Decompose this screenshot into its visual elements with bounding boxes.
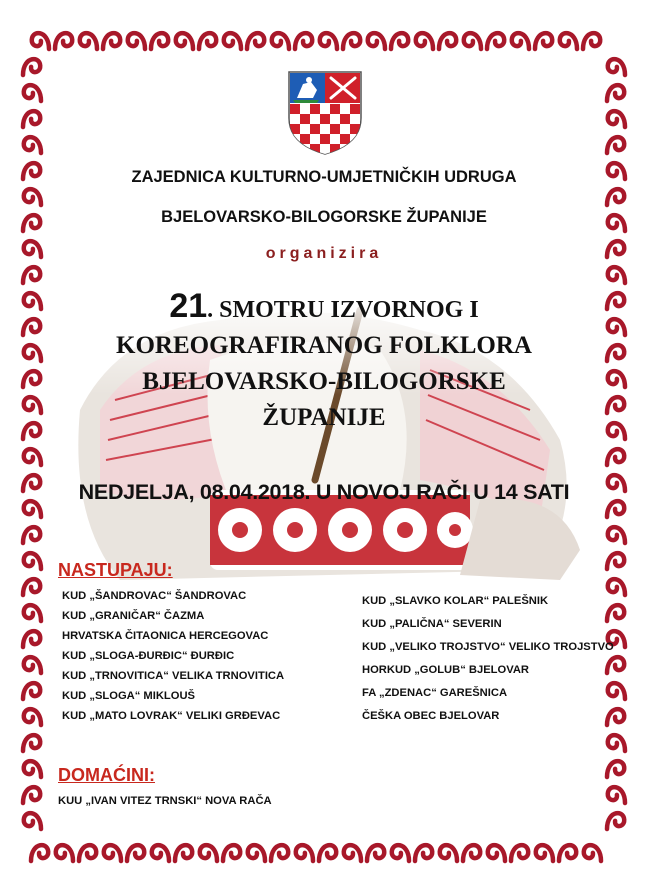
border-spiral <box>23 735 40 751</box>
organizer-line-1: ZAJEDNICA KULTURNO-UMJETNIČKIH UDRUGA <box>131 168 517 186</box>
performers-list-right <box>362 590 614 728</box>
border-spiral <box>391 33 408 49</box>
list-item: KUD „SLOGA“ MIKLOUŠ <box>62 690 196 702</box>
bjelovar-bilogora-coat-of-arms-icon <box>287 70 363 156</box>
checker-square <box>330 134 340 144</box>
border-spiral <box>23 59 40 75</box>
border-spiral <box>151 33 168 49</box>
checker-square <box>350 134 360 144</box>
checker-square <box>350 114 360 124</box>
border-spiral <box>31 845 48 861</box>
list-item: HORKUD „GOLUB“ BJELOVAR <box>362 664 529 676</box>
border-spiral <box>512 33 529 49</box>
checker-square <box>300 114 310 124</box>
checker-square <box>350 124 360 134</box>
border-spiral <box>79 845 96 861</box>
border-spiral <box>319 845 336 861</box>
checker-square <box>300 104 310 114</box>
border-spiral <box>608 111 625 127</box>
hosts-list <box>58 791 272 811</box>
checker-square <box>320 144 330 154</box>
border-spiral <box>23 631 40 647</box>
border-spiral <box>607 813 624 829</box>
list-item: KUU „IVAN VITEZ TRNSKI“ NOVA RAČA <box>58 795 272 807</box>
event-title-line-1 <box>0 288 648 328</box>
border-spiral <box>583 33 600 49</box>
border-spiral <box>439 33 456 49</box>
checker-square <box>300 124 310 134</box>
border-spiral <box>608 735 625 751</box>
border-spiral <box>535 33 552 49</box>
border-spiral <box>24 657 41 673</box>
border-spiral <box>24 85 41 101</box>
checker-square <box>340 144 350 154</box>
organizer-line-2: BJELOVARSKO-BILOGORSKE ŽUPANIJE <box>161 208 487 226</box>
border-spiral <box>320 33 337 49</box>
event-title-line-2: KOREOGRAFIRANOG FOLKLORA <box>116 332 532 359</box>
event-title <box>0 288 648 436</box>
checker-square <box>320 104 330 114</box>
border-spiral <box>104 845 121 861</box>
event-number: 21 <box>169 287 208 325</box>
border-spiral <box>23 111 40 127</box>
checker-square <box>340 124 350 134</box>
checker-square <box>310 104 320 114</box>
border-spiral <box>343 33 360 49</box>
checker-square <box>320 134 330 144</box>
organizira-label: organizira <box>265 245 383 262</box>
border-spiral <box>32 33 49 49</box>
border-spiral <box>24 761 41 777</box>
border-spiral <box>608 267 625 283</box>
checker-square <box>350 144 360 154</box>
border-spiral <box>367 845 384 861</box>
border-spiral <box>608 787 625 803</box>
border-spiral <box>24 137 41 153</box>
performers-heading: NASTUPAJU: <box>58 560 173 580</box>
border-spiral <box>296 845 313 861</box>
border-spiral <box>295 33 312 49</box>
checker-square <box>300 134 310 144</box>
border-spiral <box>271 845 288 861</box>
border-spiral <box>23 527 40 543</box>
checker-square <box>320 124 330 134</box>
border-spiral <box>200 845 217 861</box>
border-spiral <box>24 605 41 621</box>
border-spiral <box>175 845 192 861</box>
list-item: ČEŠKA OBEC BJELOVAR <box>362 710 500 722</box>
list-item: KUD „ŠANDROVAC“ ŠANDROVAC <box>62 590 247 602</box>
checker-square <box>340 104 350 114</box>
checker-square <box>320 114 330 124</box>
border-spiral <box>23 267 40 283</box>
border-spiral <box>463 845 480 861</box>
checker-square <box>330 114 340 124</box>
border-spiral <box>80 33 97 49</box>
border-spiral <box>344 845 361 861</box>
border-spiral <box>608 527 625 543</box>
event-title-line-3: BJELOVARSKO-BILOGORSKE <box>142 368 506 395</box>
border-spiral <box>440 845 457 861</box>
border-spiral <box>272 33 289 49</box>
border-spiral <box>607 137 624 153</box>
checker-square <box>310 114 320 124</box>
checker-square <box>290 104 300 114</box>
checker-square <box>290 144 300 154</box>
hosts-heading: DOMAĆINI: <box>58 765 155 785</box>
border-spiral <box>224 33 241 49</box>
border-spiral <box>55 33 72 49</box>
checker-square <box>300 144 310 154</box>
list-item: FA „ZDENAC“ GAREŠNICA <box>362 687 508 699</box>
checker-square <box>310 134 320 144</box>
border-spiral <box>248 845 265 861</box>
list-item: KUD „VELIKO TROJSTVO“ VELIKO TROJSTVO <box>362 641 614 653</box>
event-date-line: NEDJELJA, 08.04.2018. U NOVOJ RAČI U 14 SATI <box>78 480 570 504</box>
border-spiral <box>152 845 169 861</box>
checker-square <box>290 114 300 124</box>
border-spiral <box>607 449 624 465</box>
event-title-line-1-text: . SMOTRU IZVORNOG I <box>207 297 479 323</box>
checker-square <box>290 134 300 144</box>
list-item: KUD „TRNOVITICA“ VELIKA TRNOVITICA <box>62 670 285 682</box>
border-spiral <box>103 33 120 49</box>
checker-square <box>340 134 350 144</box>
border-spiral <box>607 189 624 205</box>
checker-square <box>350 104 360 114</box>
checker-square <box>290 124 300 134</box>
border-spiral <box>511 845 528 861</box>
border-spiral <box>488 845 505 861</box>
border-spiral <box>199 33 216 49</box>
border-spiral <box>56 845 73 861</box>
list-item: KUD „MATO LOVRAK“ VELIKI GRĐEVAC <box>62 710 281 722</box>
border-spiral <box>392 845 409 861</box>
border-spiral <box>223 845 240 861</box>
checker-square <box>340 114 350 124</box>
border-spiral <box>24 813 41 829</box>
event-title-line-4: ŽUPANIJE <box>262 404 386 431</box>
border-spiral <box>24 189 41 205</box>
border-spiral <box>607 85 624 101</box>
border-spiral <box>24 553 41 569</box>
list-item: KUD „GRANIČAR“ ČAZMA <box>62 610 205 622</box>
checker-square <box>330 104 340 114</box>
list-item: HRVATSKA ČITAONICA HERCEGOVAC <box>62 630 269 642</box>
border-spiral <box>23 787 40 803</box>
border-spiral <box>464 33 481 49</box>
border-spiral <box>487 33 504 49</box>
border-spiral <box>560 33 577 49</box>
performers-list-left <box>62 586 284 726</box>
list-item: KUD „PALIČNA“ SEVERIN <box>362 618 502 630</box>
border-spiral <box>24 449 41 465</box>
border-spiral <box>368 33 385 49</box>
border-spiral <box>608 59 625 75</box>
checker-square <box>310 124 320 134</box>
border-spiral <box>128 33 145 49</box>
border-spiral <box>607 761 624 777</box>
border-spiral <box>24 709 41 725</box>
checker-square <box>330 124 340 134</box>
border-spiral <box>584 845 601 861</box>
border-spiral <box>559 845 576 861</box>
border-spiral <box>127 845 144 861</box>
border-spiral <box>176 33 193 49</box>
border-spiral <box>247 33 264 49</box>
border-spiral <box>415 845 432 861</box>
border-spiral <box>607 553 624 569</box>
list-item: KUD „SLAVKO KOLAR“ PALEŠNIK <box>362 595 549 607</box>
border-spiral <box>416 33 433 49</box>
border-spiral <box>23 579 40 595</box>
list-item: KUD „SLOGA-ĐURĐIC“ ĐURĐIC <box>62 650 235 662</box>
border-spiral <box>536 845 553 861</box>
border-spiral <box>23 683 40 699</box>
